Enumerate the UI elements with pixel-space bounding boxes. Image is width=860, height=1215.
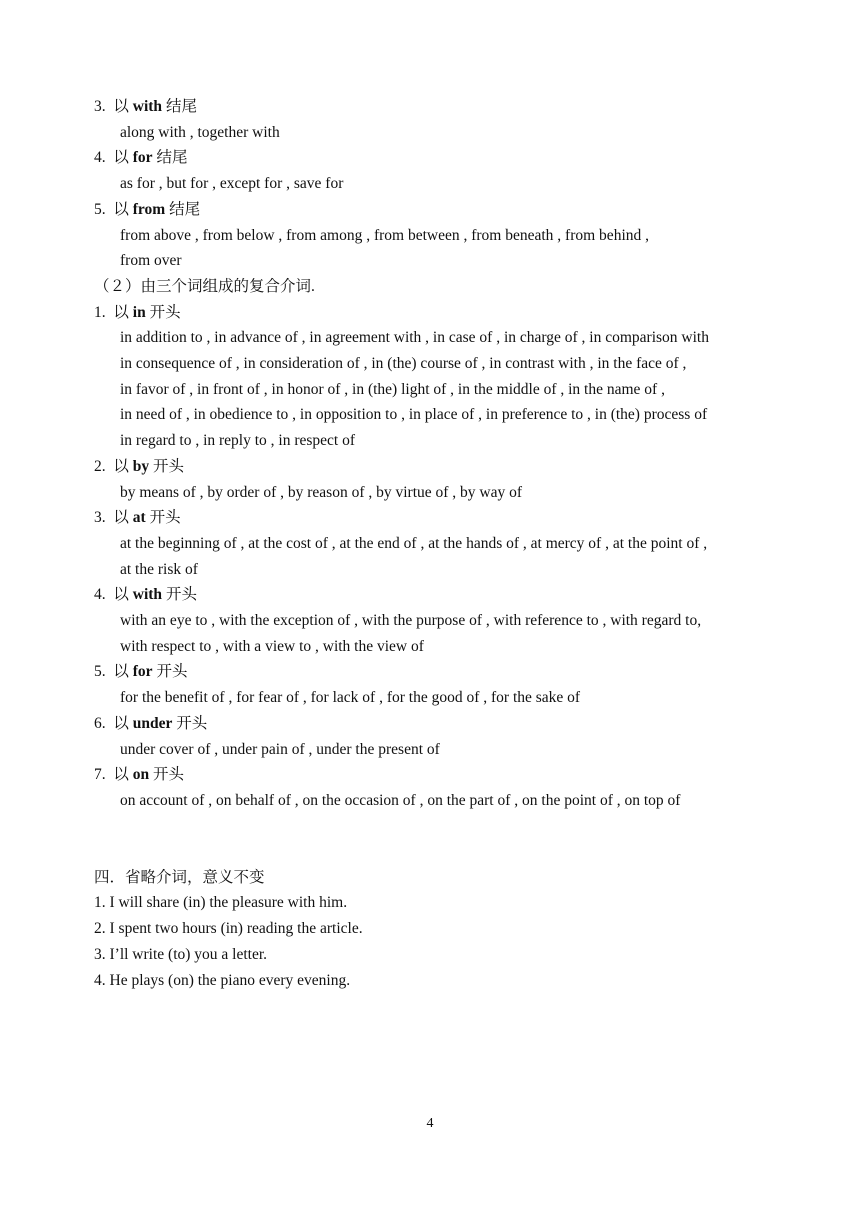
example-sentence: 4. He plays (on) the piano every evening.: [94, 971, 351, 989]
example-sentence: 2. I spent two hours (in) reading the article.: [94, 920, 363, 938]
heading-from-suffix: 5. 以 from 结尾: [94, 200, 201, 218]
phrase-list: as for , but for , except for , save for: [120, 175, 344, 193]
phrase-list: in addition to , in advance of , in agreement with , in case of , in charge of , in comparison with: [120, 329, 709, 347]
phrase-list: with an eye to , with the exception of , with the purpose of , with reference to , with regard to,: [120, 612, 702, 630]
phrase-list: along with , together with: [120, 123, 280, 141]
example-sentence: 3. I’ll write (to) you a letter.: [94, 945, 268, 963]
phrase-list: at the risk of: [120, 560, 198, 578]
spacer: [94, 814, 770, 865]
heading-with-suffix: 3. 以 with 结尾: [94, 98, 197, 115]
page-number: 4: [426, 1116, 434, 1131]
phrase-list: under cover of , under pain of , under the present of: [120, 740, 440, 758]
phrase-list: in consequence of , in consideration of , in (the) course of , in contrast with , in the face of ,: [120, 355, 687, 373]
phrase-list: in need of , in obedience to , in opposition to , in place of , in preference to , in (the) process of: [120, 406, 708, 424]
heading-on-prefix: 7. 以 on 开头: [94, 766, 185, 784]
phrase-list: in favor of , in front of , in honor of , in (the) light of , in the middle of , in the name of ,: [120, 380, 665, 398]
section-title: （２）由三个词组成的复合介词.: [94, 277, 315, 295]
heading-at-prefix: 3. 以 at 开头: [94, 509, 181, 527]
example-sentence: 1. I will share (in) the pleasure with him.: [94, 894, 348, 912]
heading-by-prefix: 2. 以 by 开头: [94, 457, 185, 475]
heading-in-prefix: 1. 以 in 开头: [94, 303, 181, 321]
phrase-list: on account of , on behalf of , on the occasion of , on the part of , on the point of , on top of: [120, 791, 681, 809]
phrase-list: in regard to , in reply to , in respect of: [120, 432, 356, 450]
heading-for-suffix: 4. 以 for 结尾: [94, 149, 188, 167]
phrase-list: from above , from below , from among , from between , from beneath , from behind ,: [120, 226, 649, 244]
phrase-list: with respect to , with a view to , with the view of: [120, 637, 424, 655]
phrase-list: by means of , by order of , by reason of , by virtue of , by way of: [120, 483, 523, 501]
section-title: 四．省略介词，意义不变: [94, 868, 265, 886]
heading-with-prefix: 4. 以 with 开头: [94, 586, 197, 604]
heading-under-prefix: 6. 以 under 开头: [94, 714, 208, 732]
phrase-list: for the benefit of , for fear of , for lack of , for the good of , for the sake of: [120, 689, 581, 707]
phrase-list: from over: [120, 252, 182, 270]
phrase-list: at the beginning of , at the cost of , at the end of , at the hands of , at mercy of , at the point of ,: [120, 534, 708, 552]
document-page: [94, 94, 770, 993]
heading-for-prefix: 5. 以 for 开头: [94, 663, 188, 681]
